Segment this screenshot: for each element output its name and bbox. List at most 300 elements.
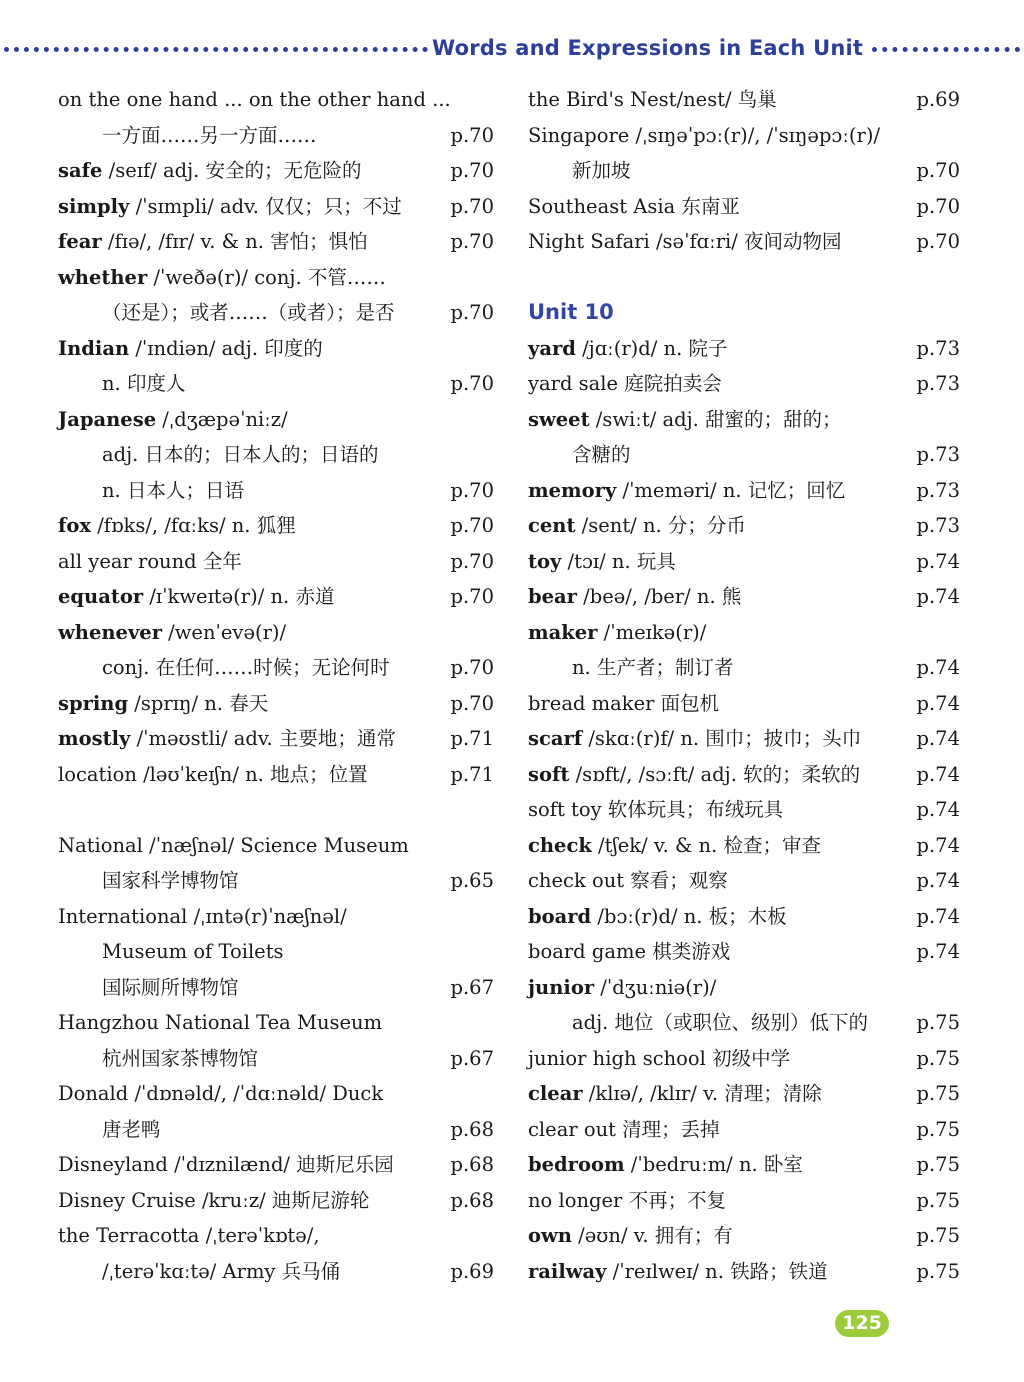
entry-text (58, 940, 284, 963)
entry-headword: bread maker (528, 691, 655, 715)
entry-page-ref: p.74 (916, 727, 960, 750)
entry-definition: /ˈdʒuːniə(r)/ (594, 975, 717, 999)
entry-page-ref: p.70 (450, 514, 494, 537)
entry-definition: 东南亚 (675, 194, 740, 218)
entry-definition: /nest/ 鸟巢 (676, 88, 777, 111)
vocab-entry (528, 615, 960, 651)
entry-text (58, 372, 185, 395)
entry-page-ref: p.74 (916, 940, 960, 963)
vocab-entry (528, 1041, 960, 1077)
entry-page-ref: p.75 (916, 1188, 960, 1212)
vocab-entry (58, 650, 494, 686)
vocab-entry (58, 721, 494, 757)
entry-definition: 初级中学 (705, 1046, 791, 1070)
entry-text (528, 479, 845, 502)
entry-text (528, 976, 716, 999)
entry-definition: 全年 (196, 549, 242, 573)
entry-definition: /kruːz/ 迪斯尼游轮 (195, 1188, 370, 1212)
entry-definition: /ˈmeɪkə(r)/ (597, 620, 707, 644)
vocab-entry (528, 260, 960, 296)
entry-definition: /ˈbedruːm/ n. 卧室 (624, 1153, 803, 1176)
entry-page-ref: p.70 (450, 478, 494, 502)
entry-headword: scarf (528, 727, 583, 750)
entry-definition: n. 印度人 (102, 372, 186, 395)
entry-headword: equator (58, 585, 144, 608)
vocab-entry (528, 721, 960, 757)
entry-text (58, 905, 347, 928)
vocab-entry (58, 224, 494, 260)
entry-page-ref: p.74 (916, 585, 960, 608)
entry-page-ref: p.68 (450, 1153, 494, 1176)
entry-page-ref: p.67 (450, 975, 494, 999)
entry-text (58, 1224, 320, 1247)
entry-headword: cent (528, 514, 576, 537)
vocab-entry (528, 686, 960, 722)
entry-definition: /əʊn/ v. 拥有；有 (571, 1224, 733, 1247)
entry-page-ref: p.67 (450, 1046, 494, 1070)
entry-headword: International (58, 904, 188, 928)
entry-text (528, 834, 821, 857)
vocab-entry (528, 508, 960, 544)
entry-page-ref: p.74 (916, 869, 960, 892)
entry-definition: /jɑː(r)d/ n. 院子 (575, 336, 728, 360)
entry-headword: bear (528, 585, 577, 608)
vocab-entry (58, 1183, 494, 1219)
entry-headword: board game (528, 940, 646, 963)
entry-definition: /tɔɪ/ n. 玩具 (561, 549, 676, 573)
entry-definition: /ˈmeməri/ n. 记忆；回忆 (616, 478, 846, 502)
entry-text (58, 443, 379, 466)
vocab-entry (528, 579, 960, 615)
entry-definition: /fɪə/, /fɪr/ v. & n. 害怕；惧怕 (101, 230, 368, 253)
entry-definition: /skɑː(r)f/ n. 围巾；披巾；头巾 (582, 727, 862, 750)
entry-text (58, 976, 239, 999)
entry-headword: junior (528, 975, 595, 999)
vocab-entry (58, 153, 494, 189)
vocab-entry (58, 473, 494, 509)
vocab-entry (528, 970, 960, 1006)
entry-definition: 清理；丢掉 (615, 1117, 720, 1141)
entry-definition: conj. 在任何……时候；无论何时 (102, 656, 390, 679)
entry-definition: /ˌdʒæpəˈniːz/ (156, 407, 288, 431)
entry-page-ref: p.65 (450, 869, 494, 892)
entry-text (528, 195, 740, 218)
entry-page-ref: p.75 (916, 1153, 960, 1176)
entry-page-ref: p.75 (916, 1011, 960, 1034)
vocab-entry (528, 757, 960, 793)
entry-definition: /klɪə/, /klɪr/ v. 清理；清除 (582, 1082, 822, 1105)
entry-page-ref: p.70 (916, 159, 960, 182)
entry-page-ref: p.75 (916, 1082, 960, 1105)
entry-headword: maker (528, 620, 598, 644)
entry-definition: 面包机 (654, 691, 720, 715)
entry-text (58, 1118, 161, 1141)
entry-headword: simply (58, 194, 130, 218)
entry-headword: Night Safari (528, 230, 650, 253)
entry-text (58, 266, 386, 289)
entry-text (528, 1224, 733, 1247)
entry-headword: on the one hand ... on the other hand ... (58, 88, 451, 111)
vocab-entry (58, 508, 494, 544)
entry-definition: 一方面……另一方面…… (102, 123, 317, 147)
entry-text (58, 585, 334, 608)
entry-headword: clear out (528, 1117, 616, 1141)
entry-text (528, 408, 842, 431)
entry-headword: Disney Cruise (58, 1188, 196, 1212)
entry-page-ref: p.74 (916, 762, 960, 786)
entry-definition: /ˈməʊstli/ adv. 主要地；通常 (130, 727, 396, 750)
entry-page-ref: p.70 (916, 230, 960, 253)
entry-definition: 含糖的 (572, 443, 631, 466)
vocab-entry (58, 863, 494, 899)
entry-page-ref: p.74 (916, 798, 960, 821)
vocab-entry (58, 437, 494, 473)
entry-text (528, 124, 880, 147)
entry-text (528, 692, 719, 715)
entry-page-ref: p.70 (450, 194, 494, 218)
entry-page-ref: p.70 (916, 194, 960, 218)
entry-page-ref: p.70 (450, 549, 494, 573)
entry-text (528, 798, 783, 821)
entry-text (58, 727, 396, 750)
entry-page-ref: p.73 (916, 478, 960, 502)
entry-text (58, 1047, 258, 1070)
entry-headword: fear (58, 230, 102, 253)
entry-page-ref: p.69 (450, 1259, 494, 1283)
entry-definition: /ˈdɪznilænd/ 迪斯尼乐园 (167, 1153, 394, 1176)
entry-definition: 庭院拍卖会 (618, 372, 722, 395)
vocab-entry (58, 366, 494, 402)
entry-headword: board (528, 904, 592, 928)
vocab-entry (528, 366, 960, 402)
entry-text (528, 1047, 790, 1070)
entry-headword: Donald (58, 1082, 129, 1105)
entry-definition: /ˈreɪlweɪ/ n. 铁路；铁道 (606, 1259, 828, 1283)
entry-definition: 杭州国家茶博物馆 (102, 1046, 259, 1070)
entry-headword: all year round (58, 549, 197, 573)
entry-definition: /ˌɪntə(r)ˈnæʃnəl/ (187, 904, 347, 928)
entry-text (58, 656, 390, 679)
unit-heading: Unit 10 (528, 300, 614, 324)
entry-headword: whenever (58, 620, 162, 644)
entry-definition: Museum of Toilets (102, 940, 284, 963)
entry-headword: the Bird's Nest (528, 88, 677, 111)
entry-definition: /ˌsɪŋəˈpɔː(r)/, /ˈsɪŋəpɔː(r)/ (629, 123, 881, 147)
entry-headword: clear (528, 1082, 583, 1105)
vocab-entry (528, 473, 960, 509)
entry-text (528, 372, 722, 395)
page-header (0, 34, 1024, 64)
entry-page-ref: p.68 (450, 1188, 494, 1212)
vocab-entry (58, 82, 494, 118)
entry-text (528, 905, 787, 928)
vocab-entry (58, 1112, 494, 1148)
entry-definition: （还是）；或者……（或者）；是否 (102, 301, 395, 324)
entry-text (58, 869, 239, 892)
vocab-entry (58, 792, 494, 828)
entry-definition: /beə/, /ber/ n. 熊 (576, 585, 742, 608)
entry-headword: junior high school (528, 1046, 706, 1070)
entry-page-ref: p.75 (916, 1259, 960, 1283)
entry-definition: adj. 日本的；日本人的；日语的 (102, 443, 379, 466)
entry-definition: /səˈfɑːri/ 夜间动物园 (649, 230, 842, 253)
vocab-entry (528, 1254, 960, 1290)
entry-text (528, 656, 733, 679)
entry-text (58, 550, 242, 573)
vocab-entry (58, 260, 494, 296)
entry-text (528, 159, 631, 182)
entry-page-ref: p.75 (916, 1224, 960, 1247)
vocab-entry (528, 650, 960, 686)
entry-headword: fox (58, 514, 92, 537)
vocab-entry (58, 331, 494, 367)
entry-text (528, 1011, 868, 1034)
vocab-entry (528, 189, 960, 225)
entry-text (528, 88, 777, 111)
entry-text (58, 1153, 394, 1176)
vocab-entry (58, 686, 494, 722)
page-number-badge: 125 (835, 1310, 889, 1337)
entry-text (58, 1189, 369, 1212)
entry-page-ref: p.74 (916, 833, 960, 857)
entry-headword: the Terracotta (58, 1224, 200, 1247)
vocab-entry (58, 1147, 494, 1183)
entry-text (58, 301, 395, 324)
entry-text (58, 230, 368, 253)
entry-definition: /wenˈevə(r)/ (161, 620, 287, 644)
entry-headword: National (58, 833, 143, 857)
vocab-entry (58, 1005, 494, 1041)
vocab-entry (528, 402, 960, 438)
entry-page-ref: p.68 (450, 1117, 494, 1141)
entry-definition: /bɔː(r)d/ n. 板；木板 (591, 904, 787, 928)
vocab-entry (528, 1005, 960, 1041)
entry-page-ref: p.74 (916, 904, 960, 928)
vocab-entry (58, 189, 494, 225)
entry-headword: check (528, 833, 592, 857)
vocab-entry (58, 1218, 494, 1254)
entry-page-ref: p.70 (450, 123, 494, 147)
vocab-entry (528, 863, 960, 899)
entry-definition: /ˈsɪmpli/ adv. 仅仅；只；不过 (129, 194, 402, 218)
entry-definition: /sprɪŋ/ n. 春天 (128, 691, 269, 715)
entry-text (528, 869, 728, 892)
entry-text (528, 1118, 720, 1141)
entry-headword: no longer (528, 1188, 623, 1212)
entry-page-ref: p.70 (450, 301, 494, 324)
entry-text (58, 124, 317, 147)
vocab-entry (528, 1076, 960, 1112)
entry-headword: Singapore (528, 123, 630, 147)
entry-text (528, 337, 728, 360)
entry-page-ref: p.75 (916, 1117, 960, 1141)
entry-headword: whether (58, 265, 148, 289)
entry-headword: safe (58, 159, 103, 182)
entry-text (58, 337, 323, 360)
entry-text (528, 1153, 803, 1176)
entry-definition: 软体玩具；布绒玩具 (601, 798, 784, 821)
entry-definition: /ˈɪndiən/ adj. 印度的 (129, 336, 323, 360)
entry-headword: Indian (58, 336, 130, 360)
vocab-entry (58, 1076, 494, 1112)
header-title: Words and Expressions in Each Unit (432, 36, 864, 60)
entry-text (58, 408, 288, 431)
entry-definition: 国家科学博物馆 (102, 869, 239, 892)
entry-headword: memory (528, 478, 617, 502)
entry-headword: Japanese (58, 407, 157, 431)
vocab-entry (528, 1147, 960, 1183)
entry-definition: /seɪf/ adj. 安全的；无危险的 (102, 159, 362, 182)
entry-page-ref: p.70 (450, 159, 494, 182)
entry-page-ref: p.74 (916, 691, 960, 715)
right-column (528, 82, 960, 1289)
entry-definition: adj. 地位（或职位、级别）低下的 (572, 1011, 869, 1034)
vocab-entry (58, 828, 494, 864)
entry-definition: n. 生产者；制订者 (572, 656, 734, 679)
entry-text (58, 834, 409, 857)
vocab-entry (528, 544, 960, 580)
vocab-entry (528, 331, 960, 367)
entry-page-ref: p.73 (916, 514, 960, 537)
vocab-entry (528, 1218, 960, 1254)
entry-page-ref: p.70 (450, 656, 494, 679)
vocab-entry (528, 153, 960, 189)
entry-text (58, 88, 451, 111)
header-dotted-rule-left (4, 47, 428, 52)
entry-text (58, 1260, 340, 1283)
entry-definition: 棋类游戏 (646, 940, 731, 963)
entry-text (58, 1011, 382, 1034)
entry-page-ref: p.70 (450, 691, 494, 715)
entry-headword: toy (528, 549, 562, 573)
entry-definition: /ˌterəˈkɒtə/, (199, 1224, 320, 1247)
entry-page-ref: p.71 (450, 727, 494, 750)
entry-text (528, 550, 676, 573)
vocab-entry (58, 1254, 494, 1290)
entry-text (528, 443, 631, 466)
entry-definition: /sɒft/, /sɔːft/ adj. 软的；柔软的 (569, 762, 861, 786)
entry-page-ref: p.75 (916, 1046, 960, 1070)
vocab-entry (528, 1183, 960, 1219)
entry-headword: soft toy (528, 798, 602, 821)
vocab-entry (528, 295, 960, 331)
vocab-entry (58, 970, 494, 1006)
vocab-entry (528, 82, 960, 118)
entry-page-ref: p.74 (916, 549, 960, 573)
entry-headword: yard (528, 336, 576, 360)
entry-headword: own (528, 1224, 572, 1247)
entry-definition: /swiːt/ adj. 甜蜜的；甜的； (589, 407, 842, 431)
entry-page-ref: p.70 (450, 585, 494, 608)
vocab-entry (58, 757, 494, 793)
entry-headword: mostly (58, 727, 131, 750)
entry-definition: /sent/ n. 分；分币 (575, 514, 746, 537)
entry-definition: /ˈdɒnəld/, /ˈdɑːnəld/ Duck (128, 1082, 384, 1105)
entry-page-ref: p.74 (916, 656, 960, 679)
entry-definition: /ˈweðə(r)/ conj. 不管…… (147, 265, 386, 289)
entry-text (528, 514, 746, 537)
entry-definition: /ləʊˈkeɪʃn/ n. 地点；位置 (136, 762, 368, 786)
entry-headword: soft (528, 762, 570, 786)
vocab-entry (58, 544, 494, 580)
entry-page-ref: p.70 (450, 372, 494, 395)
entry-headword: Hangzhou National Tea Museum (58, 1011, 383, 1034)
entry-page-ref: p.70 (450, 230, 494, 253)
entry-headword: location (58, 762, 137, 786)
entry-page-ref: p.73 (916, 443, 960, 466)
entry-headword: yard sale (528, 372, 619, 395)
entry-definition: n. 日本人；日语 (102, 478, 244, 502)
vocab-entry (58, 934, 494, 970)
vocab-entry (528, 934, 960, 970)
left-column (58, 82, 494, 1289)
entry-text (528, 1260, 828, 1283)
entry-text (58, 692, 268, 715)
entry-text (528, 763, 860, 786)
entry-page-ref: p.73 (916, 336, 960, 360)
entry-headword: spring (58, 691, 129, 715)
vocab-entry (58, 118, 494, 154)
entry-headword: bedroom (528, 1153, 625, 1176)
entry-definition: 察看；观察 (624, 869, 728, 892)
entry-definition: 不再；不复 (622, 1188, 727, 1212)
entry-definition: /ˌterəˈkɑːtə/ Army 兵马俑 (102, 1259, 341, 1283)
entry-headword: railway (528, 1259, 607, 1283)
vocab-entry (58, 295, 494, 331)
entry-text (58, 763, 368, 786)
vocab-entry (58, 615, 494, 651)
entry-text (528, 1082, 822, 1105)
entry-page-ref: p.73 (916, 372, 960, 395)
vocab-entry (528, 899, 960, 935)
vocab-entry (528, 224, 960, 260)
entry-definition: 国际厕所博物馆 (102, 975, 239, 999)
entry-text (58, 1082, 383, 1105)
entry-text (58, 159, 362, 182)
header-dotted-rule-right (872, 47, 1020, 52)
entry-page-ref: p.69 (916, 88, 960, 111)
vocab-entry (58, 579, 494, 615)
entry-definition: 新加坡 (572, 159, 631, 182)
entry-headword: Southeast Asia (528, 194, 676, 218)
vocab-entry (528, 437, 960, 473)
entry-headword: Disneyland (58, 1153, 168, 1176)
entry-text (528, 301, 614, 324)
entry-text (528, 585, 741, 608)
entry-definition: /fɒks/, /fɑːks/ n. 狐狸 (91, 514, 296, 537)
entry-text (528, 621, 706, 644)
entry-text (528, 230, 842, 253)
vocab-entry (58, 899, 494, 935)
entry-text (528, 940, 730, 963)
vocab-entry (58, 1041, 494, 1077)
entry-definition: /ˈnæʃnəl/ Science Museum (142, 833, 409, 857)
entry-text (58, 514, 296, 537)
entry-definition: /ɪˈkweɪtə(r)/ n. 赤道 (143, 585, 335, 608)
entry-definition: 唐老鸭 (102, 1117, 161, 1141)
entry-text (528, 1189, 726, 1212)
vocab-entry (528, 828, 960, 864)
entry-page-ref: p.71 (450, 762, 494, 786)
entry-definition: /tʃek/ v. & n. 检查；审查 (591, 833, 821, 857)
entry-text (528, 727, 861, 750)
entry-text (58, 195, 402, 218)
vocab-entry (528, 118, 960, 154)
entry-headword: sweet (528, 407, 590, 431)
vocab-entry (528, 1112, 960, 1148)
vocab-entry (58, 402, 494, 438)
vocab-entry (528, 792, 960, 828)
